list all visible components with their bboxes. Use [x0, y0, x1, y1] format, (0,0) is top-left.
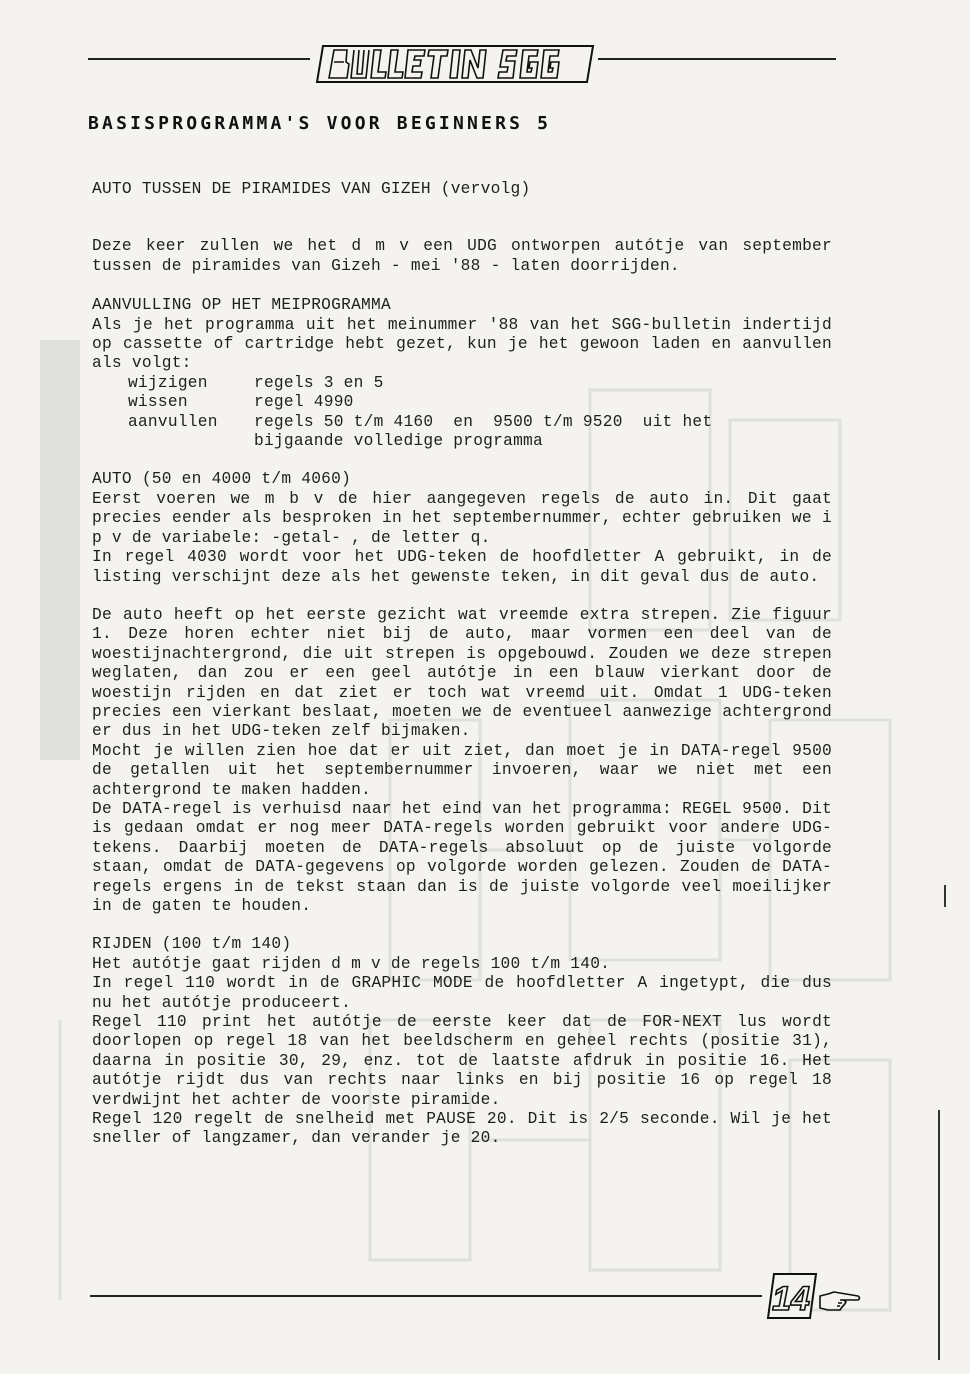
section-heading-rijden: RIJDEN (100 t/m 140) [92, 935, 292, 954]
paragraph: Regel 110 print het autótje de eerste keer dat de FOR-NEXT lus wordt doorlopen op regel 18 van het beeldscherm en geheel rechts (positie 31), daarna in positie 30, 29, enz. tot de laatste afdruk in positie 16. Het autótje rijdt dus van rechts naar links en bij positie 16 op regel 18 verdwijnt het achter de voorste piramide. [92, 1013, 832, 1109]
section-heading-aanvulling: AANVULLING OP HET MEIPROGRAMMA [92, 296, 391, 315]
page-subtitle: BASISPROGRAMMA'S VOOR BEGINNERS 5 [88, 113, 552, 134]
pointing-hand-icon [818, 1288, 862, 1314]
scan-edge-mark [944, 885, 946, 907]
paragraph: Het autótje gaat rijden d m v de regels 100 t/m 140. [92, 954, 611, 973]
article-body [92, 180, 832, 1149]
instruction-row-continuation: bijgaande volledige programma [254, 432, 543, 451]
instruction-row: wijzigen regels 3 en 5 [128, 373, 384, 392]
paragraph: In regel 110 wordt in de GRAPHIC MODE de hoofdletter A ingetypt, die dus nu het autótje produceert. [92, 974, 832, 1012]
article-title: AUTO TUSSEN DE PIRAMIDES VAN GIZEH (vervolg) [92, 180, 531, 198]
section-auto-paragraph: In regel 4030 wordt voor het UDG-teken de hoofdletter A gebruikt, in de listing verschijnt deze als het gewenste teken, in dit geval dus de auto. [92, 548, 832, 586]
footer-rule [90, 1295, 762, 1297]
intro-paragraph: Deze keer zullen we het d m v een UDG ontworpen autótje van september tussen de piramides van Gizeh - mei '88 - laten doorrijden. [92, 237, 832, 275]
page-number-badge [760, 1272, 818, 1320]
header-rule-left [88, 58, 310, 60]
bulletin-sgg-logo [311, 44, 598, 84]
paragraph: Regel 120 regelt de snelheid met PAUSE 20. Dit is 2/5 seconde. Wil je het sneller of langzamer, dan verander je 20. [92, 1110, 832, 1148]
section-heading-auto: AUTO (50 en 4000 t/m 4060) [92, 470, 352, 489]
page-number: 14 [772, 1280, 810, 1318]
paragraph: Mocht je willen zien hoe dat er uit ziet, dan moet je in DATA-regel 9500 de getallen uit het septembernummer invoeren, waar we niet met een achtergrond te maken hadden. [92, 741, 832, 799]
section-aanvulling-body: Als je het programma uit het meinummer '88 van het SGG-bulletin indertijd op cassette of cartridge hebt gezet, kun je het gewoon laden en aanvullen als volgt: [92, 315, 832, 373]
paragraph: De DATA-regel is verhuisd naar het eind van het programma: REGEL 9500. Dit is gedaan omdat er nog meer DATA-regels worden gebruikt voor andere UDG-tekens. Daarbij moeten de DATA-regels absoluut op de juiste volgorde staan, omdat de DATA-gegevens op volgorde worden gelezen. Zouden de DATA-regels ergens in de tekst staan dan is de juiste volgorde veel moeilijker in de gaten te houden. [92, 799, 832, 915]
instruction-row: wissen regel 4990 [128, 393, 354, 412]
instruction-row: aanvullen regels 50 t/m 4160 en 9500 t/m 9520 uit het [128, 412, 713, 431]
scan-edge-mark [938, 1110, 940, 1360]
header-rule-right [598, 58, 836, 60]
paragraph: De auto heeft op het eerste gezicht wat vreemde extra strepen. Zie figuur 1. Deze horen echter niet bij de auto, maar vormen een deel van de woestijnachtergrond, die uit strepen is opgebouwd. Zouden we deze strepen weglaten, dan zou er een geel autótje in een blauw vierkant door de woestijn rijden en dat ziet er toch wat vreemd uit. Omdat 1 UDG-teken precies een vierkant beslaat, moeten we de eventueel aanwezige achtergrond er dus in het UDG-teken zelf bijmaken. [92, 605, 832, 741]
section-auto-paragraph: Eerst voeren we m b v de hier aangegeven regels de auto in. Dit gaat precies eender als besproken in het septembernummer, echter gebruiken we i p v de variabele: -getal- , de letter q. [92, 489, 832, 547]
